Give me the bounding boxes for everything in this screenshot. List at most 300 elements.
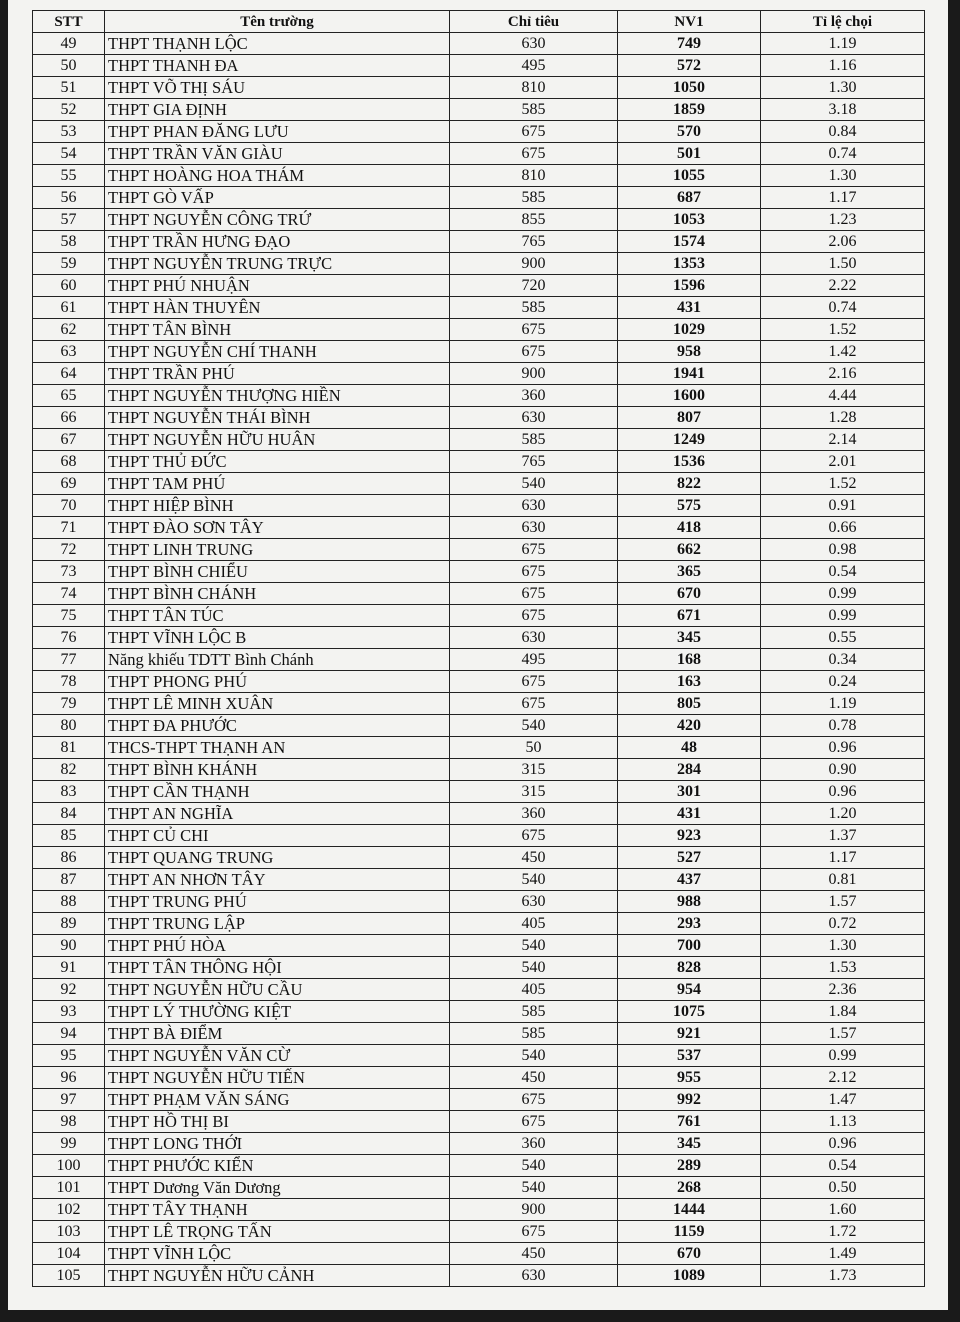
quota-cell: 450 <box>450 847 618 869</box>
school-name-cell: THPT NGUYỄN CHÍ THANH <box>105 341 450 363</box>
row-number-cell: 74 <box>33 583 105 605</box>
ratio-cell: 1.19 <box>761 693 925 715</box>
row-number-cell: 61 <box>33 297 105 319</box>
quota-cell: 540 <box>450 715 618 737</box>
school-name-cell: THPT QUANG TRUNG <box>105 847 450 869</box>
nv1-cell: 1029 <box>618 319 761 341</box>
quota-cell: 900 <box>450 253 618 275</box>
row-number-cell: 71 <box>33 517 105 539</box>
school-name-cell: THPT THỦ ĐỨC <box>105 451 450 473</box>
ratio-cell: 2.12 <box>761 1067 925 1089</box>
row-number-cell: 105 <box>33 1265 105 1287</box>
school-name-cell: THPT Dương Văn Dương <box>105 1177 450 1199</box>
table-row <box>33 165 925 187</box>
ratio-cell: 2.36 <box>761 979 925 1001</box>
table-row <box>33 231 925 253</box>
ratio-cell: 2.01 <box>761 451 925 473</box>
quota-cell: 630 <box>450 1265 618 1287</box>
nv1-cell: 1596 <box>618 275 761 297</box>
row-number-cell: 85 <box>33 825 105 847</box>
school-name-cell: THPT BÌNH KHÁNH <box>105 759 450 781</box>
school-name-cell: THPT TRUNG PHÚ <box>105 891 450 913</box>
nv1-cell: 345 <box>618 627 761 649</box>
ratio-cell: 1.53 <box>761 957 925 979</box>
row-number-cell: 90 <box>33 935 105 957</box>
ratio-cell: 1.73 <box>761 1265 925 1287</box>
school-name-cell: THPT AN NHƠN TÂY <box>105 869 450 891</box>
nv1-cell: 921 <box>618 1023 761 1045</box>
row-number-cell: 72 <box>33 539 105 561</box>
nv1-cell: 805 <box>618 693 761 715</box>
nv1-cell: 1859 <box>618 99 761 121</box>
row-number-cell: 54 <box>33 143 105 165</box>
quota-cell: 675 <box>450 319 618 341</box>
table-row <box>33 781 925 803</box>
ratio-cell: 3.18 <box>761 99 925 121</box>
nv1-cell: 1574 <box>618 231 761 253</box>
table-row <box>33 99 925 121</box>
table-row <box>33 1243 925 1265</box>
quota-cell: 675 <box>450 1089 618 1111</box>
school-name-cell: THPT PHAN ĐĂNG LƯU <box>105 121 450 143</box>
table-row <box>33 363 925 385</box>
quota-cell: 630 <box>450 891 618 913</box>
table-row <box>33 319 925 341</box>
school-name-cell: THPT LINH TRUNG <box>105 539 450 561</box>
header-stt: STT <box>33 11 105 33</box>
table-row <box>33 55 925 77</box>
table-row <box>33 583 925 605</box>
nv1-cell: 301 <box>618 781 761 803</box>
row-number-cell: 78 <box>33 671 105 693</box>
ratio-cell: 0.90 <box>761 759 925 781</box>
ratio-cell: 2.22 <box>761 275 925 297</box>
row-number-cell: 97 <box>33 1089 105 1111</box>
ratio-cell: 1.52 <box>761 319 925 341</box>
table-body <box>33 33 925 1287</box>
school-name-cell: THPT HIỆP BÌNH <box>105 495 450 517</box>
quota-cell: 675 <box>450 561 618 583</box>
table-row <box>33 1221 925 1243</box>
nv1-cell: 163 <box>618 671 761 693</box>
ratio-cell: 1.20 <box>761 803 925 825</box>
nv1-cell: 1075 <box>618 1001 761 1023</box>
ratio-cell: 0.96 <box>761 1133 925 1155</box>
table-row <box>33 1177 925 1199</box>
quota-cell: 450 <box>450 1067 618 1089</box>
quota-cell: 540 <box>450 1177 618 1199</box>
row-number-cell: 62 <box>33 319 105 341</box>
table-row <box>33 495 925 517</box>
school-name-cell: THPT NGUYỄN CÔNG TRỨ <box>105 209 450 231</box>
ratio-cell: 0.72 <box>761 913 925 935</box>
ratio-cell: 1.72 <box>761 1221 925 1243</box>
quota-cell: 630 <box>450 517 618 539</box>
school-name-cell: THPT PHÚ NHUẬN <box>105 275 450 297</box>
table-row <box>33 979 925 1001</box>
nv1-cell: 293 <box>618 913 761 935</box>
table-row <box>33 1133 925 1155</box>
table-row <box>33 429 925 451</box>
ratio-cell: 0.54 <box>761 1155 925 1177</box>
nv1-cell: 575 <box>618 495 761 517</box>
ratio-cell: 4.44 <box>761 385 925 407</box>
quota-cell: 450 <box>450 1243 618 1265</box>
quota-cell: 360 <box>450 385 618 407</box>
table-row <box>33 143 925 165</box>
nv1-cell: 958 <box>618 341 761 363</box>
table-row <box>33 957 925 979</box>
school-name-cell: THPT PHÚ HÒA <box>105 935 450 957</box>
school-name-cell: THPT TRẦN VĂN GIÀU <box>105 143 450 165</box>
school-name-cell: THPT CẦN THẠNH <box>105 781 450 803</box>
school-name-cell: THPT TRUNG LẬP <box>105 913 450 935</box>
quota-cell: 630 <box>450 407 618 429</box>
school-name-cell: THPT VĨNH LỘC <box>105 1243 450 1265</box>
school-name-cell: THPT LÊ TRỌNG TẤN <box>105 1221 450 1243</box>
header-school-name: Tên trường <box>105 11 450 33</box>
school-name-cell: THPT LÝ THƯỜNG KIỆT <box>105 1001 450 1023</box>
row-number-cell: 66 <box>33 407 105 429</box>
school-name-cell: THPT TÂN TÚC <box>105 605 450 627</box>
school-name-cell: THPT TAM PHÚ <box>105 473 450 495</box>
nv1-cell: 807 <box>618 407 761 429</box>
quota-cell: 675 <box>450 143 618 165</box>
row-number-cell: 77 <box>33 649 105 671</box>
quota-cell: 585 <box>450 297 618 319</box>
table-row <box>33 473 925 495</box>
quota-cell: 675 <box>450 121 618 143</box>
ratio-cell: 1.60 <box>761 1199 925 1221</box>
ratio-cell: 0.96 <box>761 737 925 759</box>
nv1-cell: 749 <box>618 33 761 55</box>
quota-cell: 585 <box>450 187 618 209</box>
nv1-cell: 501 <box>618 143 761 165</box>
school-name-cell: THPT VÕ THỊ SÁU <box>105 77 450 99</box>
ratio-cell: 0.84 <box>761 121 925 143</box>
school-name-cell: THCS-THPT THẠNH AN <box>105 737 450 759</box>
ratio-cell: 0.98 <box>761 539 925 561</box>
quota-cell: 315 <box>450 781 618 803</box>
table-row <box>33 825 925 847</box>
row-number-cell: 68 <box>33 451 105 473</box>
row-number-cell: 101 <box>33 1177 105 1199</box>
quota-cell: 405 <box>450 913 618 935</box>
table-row <box>33 1067 925 1089</box>
row-number-cell: 89 <box>33 913 105 935</box>
quota-cell: 360 <box>450 1133 618 1155</box>
quota-cell: 720 <box>450 275 618 297</box>
ratio-cell: 1.52 <box>761 473 925 495</box>
nv1-cell: 923 <box>618 825 761 847</box>
admission-ratio-table <box>32 10 925 1287</box>
row-number-cell: 81 <box>33 737 105 759</box>
nv1-cell: 168 <box>618 649 761 671</box>
school-name-cell: THPT NGUYỄN HỮU CẢNH <box>105 1265 450 1287</box>
table-row <box>33 561 925 583</box>
quota-cell: 315 <box>450 759 618 781</box>
school-name-cell: THPT BÀ ĐIỂM <box>105 1023 450 1045</box>
nv1-cell: 700 <box>618 935 761 957</box>
row-number-cell: 51 <box>33 77 105 99</box>
nv1-cell: 1249 <box>618 429 761 451</box>
table-row <box>33 935 925 957</box>
ratio-cell: 0.66 <box>761 517 925 539</box>
ratio-cell: 1.47 <box>761 1089 925 1111</box>
ratio-cell: 1.23 <box>761 209 925 231</box>
ratio-cell: 2.16 <box>761 363 925 385</box>
row-number-cell: 63 <box>33 341 105 363</box>
quota-cell: 540 <box>450 935 618 957</box>
school-name-cell: THPT NGUYỄN VĂN CỪ <box>105 1045 450 1067</box>
quota-cell: 630 <box>450 33 618 55</box>
ratio-cell: 0.91 <box>761 495 925 517</box>
ratio-cell: 0.74 <box>761 297 925 319</box>
nv1-cell: 1444 <box>618 1199 761 1221</box>
ratio-cell: 0.99 <box>761 605 925 627</box>
row-number-cell: 86 <box>33 847 105 869</box>
school-name-cell: THPT BÌNH CHÁNH <box>105 583 450 605</box>
quota-cell: 585 <box>450 99 618 121</box>
nv1-cell: 1600 <box>618 385 761 407</box>
row-number-cell: 55 <box>33 165 105 187</box>
table-row <box>33 891 925 913</box>
table-row <box>33 77 925 99</box>
row-number-cell: 102 <box>33 1199 105 1221</box>
row-number-cell: 76 <box>33 627 105 649</box>
quota-cell: 675 <box>450 1111 618 1133</box>
nv1-cell: 268 <box>618 1177 761 1199</box>
school-name-cell: THPT ĐA PHƯỚC <box>105 715 450 737</box>
school-name-cell: THPT THẠNH LỘC <box>105 33 450 55</box>
school-name-cell: THPT GIA ĐỊNH <box>105 99 450 121</box>
nv1-cell: 1053 <box>618 209 761 231</box>
quota-cell: 495 <box>450 55 618 77</box>
row-number-cell: 83 <box>33 781 105 803</box>
table-row <box>33 451 925 473</box>
nv1-cell: 431 <box>618 297 761 319</box>
row-number-cell: 56 <box>33 187 105 209</box>
school-name-cell: THPT TRẦN PHÚ <box>105 363 450 385</box>
ratio-cell: 1.16 <box>761 55 925 77</box>
nv1-cell: 570 <box>618 121 761 143</box>
nv1-cell: 662 <box>618 539 761 561</box>
quota-cell: 540 <box>450 957 618 979</box>
table-row <box>33 605 925 627</box>
header-nv1: NV1 <box>618 11 761 33</box>
nv1-cell: 284 <box>618 759 761 781</box>
table-row <box>33 1199 925 1221</box>
row-number-cell: 49 <box>33 33 105 55</box>
quota-cell: 675 <box>450 671 618 693</box>
row-number-cell: 69 <box>33 473 105 495</box>
ratio-cell: 0.55 <box>761 627 925 649</box>
document-page <box>8 0 948 1310</box>
nv1-cell: 1050 <box>618 77 761 99</box>
school-name-cell: THPT PHONG PHÚ <box>105 671 450 693</box>
table-row <box>33 121 925 143</box>
table-row <box>33 1001 925 1023</box>
nv1-cell: 437 <box>618 869 761 891</box>
quota-cell: 585 <box>450 1023 618 1045</box>
nv1-cell: 537 <box>618 1045 761 1067</box>
nv1-cell: 48 <box>618 737 761 759</box>
nv1-cell: 955 <box>618 1067 761 1089</box>
school-name-cell: THPT NGUYỄN TRUNG TRỰC <box>105 253 450 275</box>
nv1-cell: 954 <box>618 979 761 1001</box>
table-row <box>33 1111 925 1133</box>
quota-cell: 765 <box>450 451 618 473</box>
quota-cell: 405 <box>450 979 618 1001</box>
table-row <box>33 385 925 407</box>
nv1-cell: 1159 <box>618 1221 761 1243</box>
quota-cell: 675 <box>450 825 618 847</box>
school-name-cell: THPT TÂY THẠNH <box>105 1199 450 1221</box>
table-row <box>33 275 925 297</box>
quota-cell: 540 <box>450 1045 618 1067</box>
table-row <box>33 1155 925 1177</box>
school-name-cell: THPT LONG THỚI <box>105 1133 450 1155</box>
table-row <box>33 1089 925 1111</box>
ratio-cell: 0.74 <box>761 143 925 165</box>
school-name-cell: THPT CỦ CHI <box>105 825 450 847</box>
row-number-cell: 53 <box>33 121 105 143</box>
nv1-cell: 431 <box>618 803 761 825</box>
row-number-cell: 70 <box>33 495 105 517</box>
row-number-cell: 59 <box>33 253 105 275</box>
row-number-cell: 99 <box>33 1133 105 1155</box>
nv1-cell: 822 <box>618 473 761 495</box>
nv1-cell: 761 <box>618 1111 761 1133</box>
ratio-cell: 0.50 <box>761 1177 925 1199</box>
row-number-cell: 73 <box>33 561 105 583</box>
school-name-cell: THPT TRẦN HƯNG ĐẠO <box>105 231 450 253</box>
table-row <box>33 913 925 935</box>
row-number-cell: 88 <box>33 891 105 913</box>
table-row <box>33 1045 925 1067</box>
school-name-cell: THPT NGUYỄN THƯỢNG HIỀN <box>105 385 450 407</box>
nv1-cell: 670 <box>618 583 761 605</box>
nv1-cell: 420 <box>618 715 761 737</box>
ratio-cell: 1.28 <box>761 407 925 429</box>
nv1-cell: 418 <box>618 517 761 539</box>
nv1-cell: 1536 <box>618 451 761 473</box>
ratio-cell: 1.57 <box>761 1023 925 1045</box>
ratio-cell: 1.13 <box>761 1111 925 1133</box>
ratio-cell: 2.14 <box>761 429 925 451</box>
table-row <box>33 187 925 209</box>
quota-cell: 900 <box>450 363 618 385</box>
nv1-cell: 345 <box>618 1133 761 1155</box>
table-row <box>33 1023 925 1045</box>
row-number-cell: 75 <box>33 605 105 627</box>
row-number-cell: 91 <box>33 957 105 979</box>
row-number-cell: 82 <box>33 759 105 781</box>
school-name-cell: THPT HÀN THUYÊN <box>105 297 450 319</box>
table-row <box>33 737 925 759</box>
quota-cell: 675 <box>450 341 618 363</box>
table-row <box>33 715 925 737</box>
ratio-cell: 0.24 <box>761 671 925 693</box>
table-row <box>33 209 925 231</box>
row-number-cell: 67 <box>33 429 105 451</box>
nv1-cell: 671 <box>618 605 761 627</box>
quota-cell: 675 <box>450 1221 618 1243</box>
row-number-cell: 96 <box>33 1067 105 1089</box>
table-row <box>33 869 925 891</box>
nv1-cell: 828 <box>618 957 761 979</box>
quota-cell: 630 <box>450 627 618 649</box>
quota-cell: 675 <box>450 605 618 627</box>
row-number-cell: 104 <box>33 1243 105 1265</box>
school-name-cell: THPT LÊ MINH XUÂN <box>105 693 450 715</box>
school-name-cell: THPT PHƯỚC KIỂN <box>105 1155 450 1177</box>
row-number-cell: 57 <box>33 209 105 231</box>
school-name-cell: THPT AN NGHĨA <box>105 803 450 825</box>
table-header-row <box>33 11 925 33</box>
ratio-cell: 0.81 <box>761 869 925 891</box>
ratio-cell: 1.49 <box>761 1243 925 1265</box>
school-name-cell: THPT VĨNH LỘC B <box>105 627 450 649</box>
row-number-cell: 93 <box>33 1001 105 1023</box>
quota-cell: 900 <box>450 1199 618 1221</box>
quota-cell: 540 <box>450 473 618 495</box>
school-name-cell: THPT PHẠM VĂN SÁNG <box>105 1089 450 1111</box>
ratio-cell: 1.50 <box>761 253 925 275</box>
row-number-cell: 100 <box>33 1155 105 1177</box>
row-number-cell: 95 <box>33 1045 105 1067</box>
ratio-cell: 1.17 <box>761 187 925 209</box>
quota-cell: 765 <box>450 231 618 253</box>
ratio-cell: 1.57 <box>761 891 925 913</box>
school-name-cell: THPT TÂN BÌNH <box>105 319 450 341</box>
school-name-cell: THPT NGUYỄN HỮU HUÂN <box>105 429 450 451</box>
quota-cell: 540 <box>450 1155 618 1177</box>
row-number-cell: 98 <box>33 1111 105 1133</box>
header-ratio: Tỉ lệ chọi <box>761 11 925 33</box>
nv1-cell: 670 <box>618 1243 761 1265</box>
row-number-cell: 64 <box>33 363 105 385</box>
ratio-cell: 0.78 <box>761 715 925 737</box>
row-number-cell: 87 <box>33 869 105 891</box>
table-row <box>33 847 925 869</box>
table-row <box>33 33 925 55</box>
school-name-cell: THPT HOÀNG HOA THÁM <box>105 165 450 187</box>
quota-cell: 810 <box>450 165 618 187</box>
row-number-cell: 84 <box>33 803 105 825</box>
table-row <box>33 803 925 825</box>
school-name-cell: THPT THANH ĐA <box>105 55 450 77</box>
table-row <box>33 627 925 649</box>
row-number-cell: 65 <box>33 385 105 407</box>
row-number-cell: 58 <box>33 231 105 253</box>
nv1-cell: 1353 <box>618 253 761 275</box>
row-number-cell: 50 <box>33 55 105 77</box>
table-row <box>33 1265 925 1287</box>
table-row <box>33 341 925 363</box>
quota-cell: 495 <box>450 649 618 671</box>
nv1-cell: 992 <box>618 1089 761 1111</box>
nv1-cell: 365 <box>618 561 761 583</box>
nv1-cell: 687 <box>618 187 761 209</box>
quota-cell: 675 <box>450 583 618 605</box>
ratio-cell: 1.19 <box>761 33 925 55</box>
ratio-cell: 0.99 <box>761 1045 925 1067</box>
row-number-cell: 103 <box>33 1221 105 1243</box>
ratio-cell: 1.42 <box>761 341 925 363</box>
ratio-cell: 1.30 <box>761 165 925 187</box>
school-name-cell: THPT BÌNH CHIỂU <box>105 561 450 583</box>
